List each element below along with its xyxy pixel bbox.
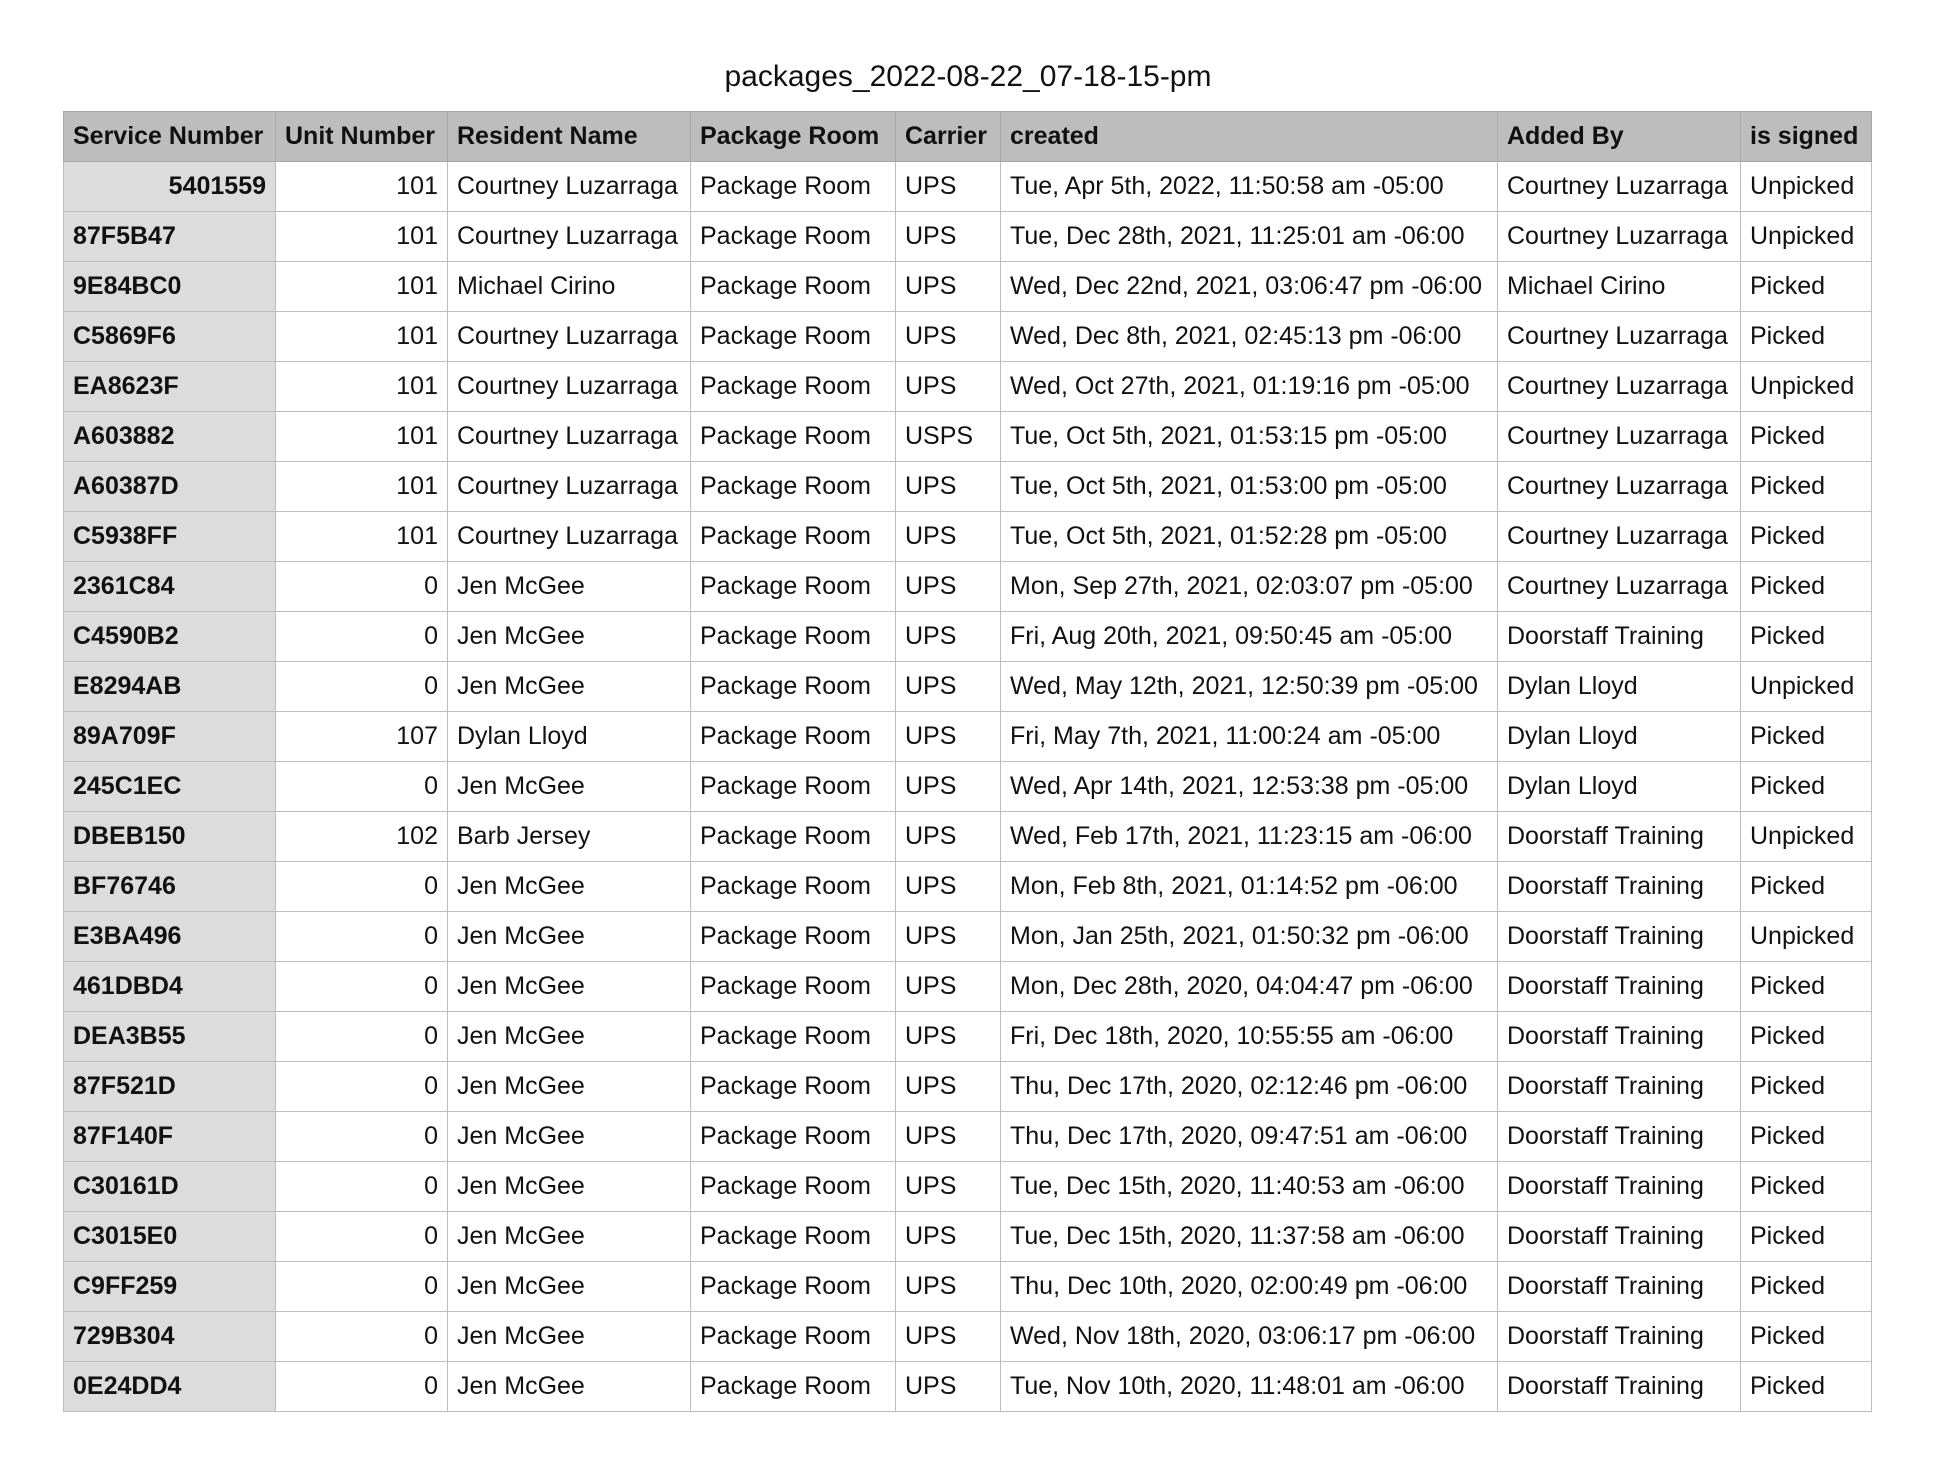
service-number-cell[interactable]: DEA3B55: [64, 1012, 276, 1062]
unit-number-cell[interactable]: 0: [276, 1262, 448, 1312]
service-number-cell[interactable]: 89A709F: [64, 712, 276, 762]
service-number-cell[interactable]: C3015E0: [64, 1212, 276, 1262]
package-room-cell[interactable]: Package Room: [691, 362, 896, 412]
column-header[interactable]: created: [1001, 112, 1498, 162]
resident-name-cell[interactable]: Jen McGee: [448, 762, 691, 812]
added-by-cell[interactable]: Courtney Luzarraga: [1498, 512, 1741, 562]
service-number-cell[interactable]: 245C1EC: [64, 762, 276, 812]
service-number-cell[interactable]: 87F521D: [64, 1062, 276, 1112]
carrier-cell[interactable]: UPS: [896, 612, 1001, 662]
table-row[interactable]: [64, 412, 1872, 462]
created-cell[interactable]: Thu, Dec 10th, 2020, 02:00:49 pm -06:00: [1001, 1262, 1498, 1312]
added-by-cell[interactable]: Doorstaff Training: [1498, 1012, 1741, 1062]
unit-number-cell[interactable]: 0: [276, 962, 448, 1012]
unit-number-cell[interactable]: 0: [276, 912, 448, 962]
added-by-cell[interactable]: Doorstaff Training: [1498, 1162, 1741, 1212]
package-room-cell[interactable]: Package Room: [691, 862, 896, 912]
unit-number-cell[interactable]: 0: [276, 1012, 448, 1062]
resident-name-cell[interactable]: Jen McGee: [448, 1012, 691, 1062]
resident-name-cell[interactable]: Jen McGee: [448, 1262, 691, 1312]
created-cell[interactable]: Wed, Apr 14th, 2021, 12:53:38 pm -05:00: [1001, 762, 1498, 812]
unit-number-cell[interactable]: 0: [276, 1212, 448, 1262]
created-cell[interactable]: Wed, Dec 22nd, 2021, 03:06:47 pm -06:00: [1001, 262, 1498, 312]
created-cell[interactable]: Fri, Dec 18th, 2020, 10:55:55 am -06:00: [1001, 1012, 1498, 1062]
service-number-cell[interactable]: 9E84BC0: [64, 262, 276, 312]
package-room-cell[interactable]: Package Room: [691, 1012, 896, 1062]
package-room-cell[interactable]: Package Room: [691, 262, 896, 312]
added-by-cell[interactable]: Courtney Luzarraga: [1498, 462, 1741, 512]
unit-number-cell[interactable]: 0: [276, 662, 448, 712]
resident-name-cell[interactable]: Courtney Luzarraga: [448, 362, 691, 412]
is-signed-cell[interactable]: Unpicked: [1741, 212, 1872, 262]
table-row[interactable]: [64, 1362, 1872, 1412]
service-number-cell[interactable]: 0E24DD4: [64, 1362, 276, 1412]
added-by-cell[interactable]: Courtney Luzarraga: [1498, 412, 1741, 462]
added-by-cell[interactable]: Doorstaff Training: [1498, 912, 1741, 962]
is-signed-cell[interactable]: Picked: [1741, 1162, 1872, 1212]
service-number-cell[interactable]: 729B304: [64, 1312, 276, 1362]
service-number-cell[interactable]: E8294AB: [64, 662, 276, 712]
service-number-cell[interactable]: C30161D: [64, 1162, 276, 1212]
added-by-cell[interactable]: Courtney Luzarraga: [1498, 162, 1741, 212]
is-signed-cell[interactable]: Picked: [1741, 462, 1872, 512]
is-signed-cell[interactable]: Unpicked: [1741, 162, 1872, 212]
service-number-cell[interactable]: C5869F6: [64, 312, 276, 362]
table-row[interactable]: [64, 912, 1872, 962]
resident-name-cell[interactable]: Dylan Lloyd: [448, 712, 691, 762]
is-signed-cell[interactable]: Unpicked: [1741, 662, 1872, 712]
is-signed-cell[interactable]: Picked: [1741, 1012, 1872, 1062]
table-row[interactable]: [64, 162, 1872, 212]
is-signed-cell[interactable]: Picked: [1741, 712, 1872, 762]
package-room-cell[interactable]: Package Room: [691, 912, 896, 962]
created-cell[interactable]: Mon, Feb 8th, 2021, 01:14:52 pm -06:00: [1001, 862, 1498, 912]
created-cell[interactable]: Tue, Oct 5th, 2021, 01:53:15 pm -05:00: [1001, 412, 1498, 462]
package-room-cell[interactable]: Package Room: [691, 812, 896, 862]
carrier-cell[interactable]: UPS: [896, 912, 1001, 962]
service-number-cell[interactable]: C4590B2: [64, 612, 276, 662]
resident-name-cell[interactable]: Jen McGee: [448, 1212, 691, 1262]
package-room-cell[interactable]: Package Room: [691, 962, 896, 1012]
carrier-cell[interactable]: UPS: [896, 312, 1001, 362]
resident-name-cell[interactable]: Courtney Luzarraga: [448, 162, 691, 212]
carrier-cell[interactable]: UPS: [896, 1112, 1001, 1162]
is-signed-cell[interactable]: Picked: [1741, 862, 1872, 912]
package-room-cell[interactable]: Package Room: [691, 1262, 896, 1312]
service-number-cell[interactable]: A603882: [64, 412, 276, 462]
carrier-cell[interactable]: UPS: [896, 562, 1001, 612]
package-room-cell[interactable]: Package Room: [691, 612, 896, 662]
carrier-cell[interactable]: UPS: [896, 762, 1001, 812]
unit-number-cell[interactable]: 107: [276, 712, 448, 762]
created-cell[interactable]: Tue, Oct 5th, 2021, 01:52:28 pm -05:00: [1001, 512, 1498, 562]
resident-name-cell[interactable]: Barb Jersey: [448, 812, 691, 862]
created-cell[interactable]: Mon, Jan 25th, 2021, 01:50:32 pm -06:00: [1001, 912, 1498, 962]
service-number-cell[interactable]: 87F5B47: [64, 212, 276, 262]
created-cell[interactable]: Tue, Dec 28th, 2021, 11:25:01 am -06:00: [1001, 212, 1498, 262]
table-row[interactable]: [64, 362, 1872, 412]
unit-number-cell[interactable]: 101: [276, 162, 448, 212]
column-header[interactable]: Unit Number: [276, 112, 448, 162]
table-row[interactable]: [64, 1012, 1872, 1062]
carrier-cell[interactable]: UPS: [896, 712, 1001, 762]
carrier-cell[interactable]: USPS: [896, 412, 1001, 462]
added-by-cell[interactable]: Doorstaff Training: [1498, 1112, 1741, 1162]
created-cell[interactable]: Mon, Dec 28th, 2020, 04:04:47 pm -06:00: [1001, 962, 1498, 1012]
service-number-cell[interactable]: 2361C84: [64, 562, 276, 612]
is-signed-cell[interactable]: Picked: [1741, 562, 1872, 612]
created-cell[interactable]: Thu, Dec 17th, 2020, 09:47:51 am -06:00: [1001, 1112, 1498, 1162]
column-header[interactable]: Service Number: [64, 112, 276, 162]
is-signed-cell[interactable]: Picked: [1741, 612, 1872, 662]
resident-name-cell[interactable]: Jen McGee: [448, 1362, 691, 1412]
table-row[interactable]: [64, 662, 1872, 712]
column-header[interactable]: is signed: [1741, 112, 1872, 162]
created-cell[interactable]: Wed, Nov 18th, 2020, 03:06:17 pm -06:00: [1001, 1312, 1498, 1362]
created-cell[interactable]: Wed, May 12th, 2021, 12:50:39 pm -05:00: [1001, 662, 1498, 712]
carrier-cell[interactable]: UPS: [896, 1262, 1001, 1312]
carrier-cell[interactable]: UPS: [896, 662, 1001, 712]
carrier-cell[interactable]: UPS: [896, 512, 1001, 562]
added-by-cell[interactable]: Dylan Lloyd: [1498, 662, 1741, 712]
resident-name-cell[interactable]: Jen McGee: [448, 1162, 691, 1212]
resident-name-cell[interactable]: Jen McGee: [448, 1062, 691, 1112]
is-signed-cell[interactable]: Picked: [1741, 262, 1872, 312]
unit-number-cell[interactable]: 0: [276, 612, 448, 662]
is-signed-cell[interactable]: Picked: [1741, 1262, 1872, 1312]
added-by-cell[interactable]: Courtney Luzarraga: [1498, 212, 1741, 262]
package-room-cell[interactable]: Package Room: [691, 662, 896, 712]
resident-name-cell[interactable]: Jen McGee: [448, 862, 691, 912]
carrier-cell[interactable]: UPS: [896, 862, 1001, 912]
sheet-title: packages_2022-08-22_07-18-15-pm: [724, 60, 1212, 93]
resident-name-cell[interactable]: Courtney Luzarraga: [448, 312, 691, 362]
created-cell[interactable]: Tue, Oct 5th, 2021, 01:53:00 pm -05:00: [1001, 462, 1498, 512]
service-number-cell[interactable]: 87F140F: [64, 1112, 276, 1162]
service-number-cell[interactable]: E3BA496: [64, 912, 276, 962]
created-cell[interactable]: Mon, Sep 27th, 2021, 02:03:07 pm -05:00: [1001, 562, 1498, 612]
is-signed-cell[interactable]: Picked: [1741, 512, 1872, 562]
unit-number-cell[interactable]: 0: [276, 1062, 448, 1112]
unit-number-cell[interactable]: 101: [276, 462, 448, 512]
column-header[interactable]: Carrier: [896, 112, 1001, 162]
created-cell[interactable]: Tue, Nov 10th, 2020, 11:48:01 am -06:00: [1001, 1362, 1498, 1412]
is-signed-cell[interactable]: Picked: [1741, 1112, 1872, 1162]
resident-name-cell[interactable]: Courtney Luzarraga: [448, 212, 691, 262]
added-by-cell[interactable]: Doorstaff Training: [1498, 1362, 1741, 1412]
table-row[interactable]: [64, 1262, 1872, 1312]
carrier-cell[interactable]: UPS: [896, 212, 1001, 262]
added-by-cell[interactable]: Doorstaff Training: [1498, 1062, 1741, 1112]
added-by-cell[interactable]: Courtney Luzarraga: [1498, 562, 1741, 612]
carrier-cell[interactable]: UPS: [896, 1012, 1001, 1062]
package-room-cell[interactable]: Package Room: [691, 212, 896, 262]
table-row[interactable]: [64, 812, 1872, 862]
is-signed-cell[interactable]: Unpicked: [1741, 362, 1872, 412]
is-signed-cell[interactable]: Picked: [1741, 412, 1872, 462]
column-header[interactable]: Package Room: [691, 112, 896, 162]
added-by-cell[interactable]: Doorstaff Training: [1498, 612, 1741, 662]
created-cell[interactable]: Tue, Dec 15th, 2020, 11:37:58 am -06:00: [1001, 1212, 1498, 1262]
added-by-cell[interactable]: Doorstaff Training: [1498, 1312, 1741, 1362]
service-number-cell[interactable]: 5401559: [64, 162, 276, 212]
carrier-cell[interactable]: UPS: [896, 162, 1001, 212]
table-row[interactable]: [64, 462, 1872, 512]
table-row[interactable]: [64, 1112, 1872, 1162]
package-room-cell[interactable]: Package Room: [691, 712, 896, 762]
added-by-cell[interactable]: Courtney Luzarraga: [1498, 312, 1741, 362]
service-number-cell[interactable]: DBEB150: [64, 812, 276, 862]
table-row[interactable]: [64, 512, 1872, 562]
carrier-cell[interactable]: UPS: [896, 1212, 1001, 1262]
table-row[interactable]: [64, 1062, 1872, 1112]
carrier-cell[interactable]: UPS: [896, 1312, 1001, 1362]
carrier-cell[interactable]: UPS: [896, 262, 1001, 312]
service-number-cell[interactable]: C9FF259: [64, 1262, 276, 1312]
resident-name-cell[interactable]: Jen McGee: [448, 1112, 691, 1162]
package-room-cell[interactable]: Package Room: [691, 462, 896, 512]
unit-number-cell[interactable]: 101: [276, 362, 448, 412]
added-by-cell[interactable]: Doorstaff Training: [1498, 862, 1741, 912]
unit-number-cell[interactable]: 0: [276, 1112, 448, 1162]
service-number-cell[interactable]: BF76746: [64, 862, 276, 912]
package-room-cell[interactable]: Package Room: [691, 1362, 896, 1412]
resident-name-cell[interactable]: Jen McGee: [448, 912, 691, 962]
column-header[interactable]: Resident Name: [448, 112, 691, 162]
package-room-cell[interactable]: Package Room: [691, 312, 896, 362]
carrier-cell[interactable]: UPS: [896, 812, 1001, 862]
table-row[interactable]: [64, 712, 1872, 762]
unit-number-cell[interactable]: 0: [276, 1162, 448, 1212]
unit-number-cell[interactable]: 101: [276, 212, 448, 262]
carrier-cell[interactable]: UPS: [896, 1062, 1001, 1112]
unit-number-cell[interactable]: 101: [276, 412, 448, 462]
service-number-cell[interactable]: 461DBD4: [64, 962, 276, 1012]
is-signed-cell[interactable]: Picked: [1741, 1062, 1872, 1112]
unit-number-cell[interactable]: 0: [276, 1362, 448, 1412]
added-by-cell[interactable]: Doorstaff Training: [1498, 1212, 1741, 1262]
package-room-cell[interactable]: Package Room: [691, 1212, 896, 1262]
added-by-cell[interactable]: Doorstaff Training: [1498, 1262, 1741, 1312]
package-room-cell[interactable]: Package Room: [691, 512, 896, 562]
unit-number-cell[interactable]: 101: [276, 312, 448, 362]
package-room-cell[interactable]: Package Room: [691, 562, 896, 612]
table-row[interactable]: [64, 562, 1872, 612]
is-signed-cell[interactable]: Picked: [1741, 1362, 1872, 1412]
table-row[interactable]: [64, 262, 1872, 312]
added-by-cell[interactable]: Courtney Luzarraga: [1498, 362, 1741, 412]
unit-number-cell[interactable]: 0: [276, 562, 448, 612]
table-row[interactable]: [64, 762, 1872, 812]
table-row[interactable]: [64, 612, 1872, 662]
package-room-cell[interactable]: Package Room: [691, 1312, 896, 1362]
is-signed-cell[interactable]: Picked: [1741, 1312, 1872, 1362]
is-signed-cell[interactable]: Unpicked: [1741, 812, 1872, 862]
added-by-cell[interactable]: Doorstaff Training: [1498, 962, 1741, 1012]
is-signed-cell[interactable]: Picked: [1741, 962, 1872, 1012]
created-cell[interactable]: Tue, Dec 15th, 2020, 11:40:53 am -06:00: [1001, 1162, 1498, 1212]
is-signed-cell[interactable]: Picked: [1741, 762, 1872, 812]
is-signed-cell[interactable]: Unpicked: [1741, 912, 1872, 962]
added-by-cell[interactable]: Dylan Lloyd: [1498, 762, 1741, 812]
table-row[interactable]: [64, 962, 1872, 1012]
header-row: [64, 112, 1872, 162]
table-row[interactable]: [64, 1162, 1872, 1212]
added-by-cell[interactable]: Michael Cirino: [1498, 262, 1741, 312]
resident-name-cell[interactable]: Courtney Luzarraga: [448, 512, 691, 562]
unit-number-cell[interactable]: 101: [276, 512, 448, 562]
table-body: [64, 162, 1872, 1412]
resident-name-cell[interactable]: Courtney Luzarraga: [448, 412, 691, 462]
carrier-cell[interactable]: UPS: [896, 1162, 1001, 1212]
carrier-cell[interactable]: UPS: [896, 962, 1001, 1012]
created-cell[interactable]: Fri, Aug 20th, 2021, 09:50:45 am -05:00: [1001, 612, 1498, 662]
table-row[interactable]: [64, 1212, 1872, 1262]
service-number-cell[interactable]: C5938FF: [64, 512, 276, 562]
is-signed-cell[interactable]: Picked: [1741, 312, 1872, 362]
added-by-cell[interactable]: Doorstaff Training: [1498, 812, 1741, 862]
created-cell[interactable]: Wed, Dec 8th, 2021, 02:45:13 pm -06:00: [1001, 312, 1498, 362]
created-cell[interactable]: Wed, Oct 27th, 2021, 01:19:16 pm -05:00: [1001, 362, 1498, 412]
resident-name-cell[interactable]: Jen McGee: [448, 662, 691, 712]
table-row[interactable]: [64, 212, 1872, 262]
unit-number-cell[interactable]: 0: [276, 862, 448, 912]
package-room-cell[interactable]: Package Room: [691, 412, 896, 462]
table-row[interactable]: [64, 1312, 1872, 1362]
package-room-cell[interactable]: Package Room: [691, 1062, 896, 1112]
package-room-cell[interactable]: Package Room: [691, 1112, 896, 1162]
column-header[interactable]: Added By: [1498, 112, 1741, 162]
created-cell[interactable]: Tue, Apr 5th, 2022, 11:50:58 am -05:00: [1001, 162, 1498, 212]
resident-name-cell[interactable]: Jen McGee: [448, 562, 691, 612]
created-cell[interactable]: Thu, Dec 17th, 2020, 02:12:46 pm -06:00: [1001, 1062, 1498, 1112]
resident-name-cell[interactable]: Courtney Luzarraga: [448, 462, 691, 512]
carrier-cell[interactable]: UPS: [896, 462, 1001, 512]
package-room-cell[interactable]: Package Room: [691, 1162, 896, 1212]
packages-table: [63, 111, 1872, 1412]
unit-number-cell[interactable]: 102: [276, 812, 448, 862]
created-cell[interactable]: Fri, May 7th, 2021, 11:00:24 am -05:00: [1001, 712, 1498, 762]
is-signed-cell[interactable]: Picked: [1741, 1212, 1872, 1262]
carrier-cell[interactable]: UPS: [896, 1362, 1001, 1412]
package-room-cell[interactable]: Package Room: [691, 762, 896, 812]
carrier-cell[interactable]: UPS: [896, 362, 1001, 412]
resident-name-cell[interactable]: Jen McGee: [448, 962, 691, 1012]
package-room-cell[interactable]: Package Room: [691, 162, 896, 212]
added-by-cell[interactable]: Dylan Lloyd: [1498, 712, 1741, 762]
resident-name-cell[interactable]: Jen McGee: [448, 612, 691, 662]
table-row[interactable]: [64, 312, 1872, 362]
service-number-cell[interactable]: A60387D: [64, 462, 276, 512]
unit-number-cell[interactable]: 0: [276, 762, 448, 812]
unit-number-cell[interactable]: 101: [276, 262, 448, 312]
unit-number-cell[interactable]: 0: [276, 1312, 448, 1362]
resident-name-cell[interactable]: Jen McGee: [448, 1312, 691, 1362]
table-row[interactable]: [64, 862, 1872, 912]
service-number-cell[interactable]: EA8623F: [64, 362, 276, 412]
resident-name-cell[interactable]: Michael Cirino: [448, 262, 691, 312]
created-cell[interactable]: Wed, Feb 17th, 2021, 11:23:15 am -06:00: [1001, 812, 1498, 862]
